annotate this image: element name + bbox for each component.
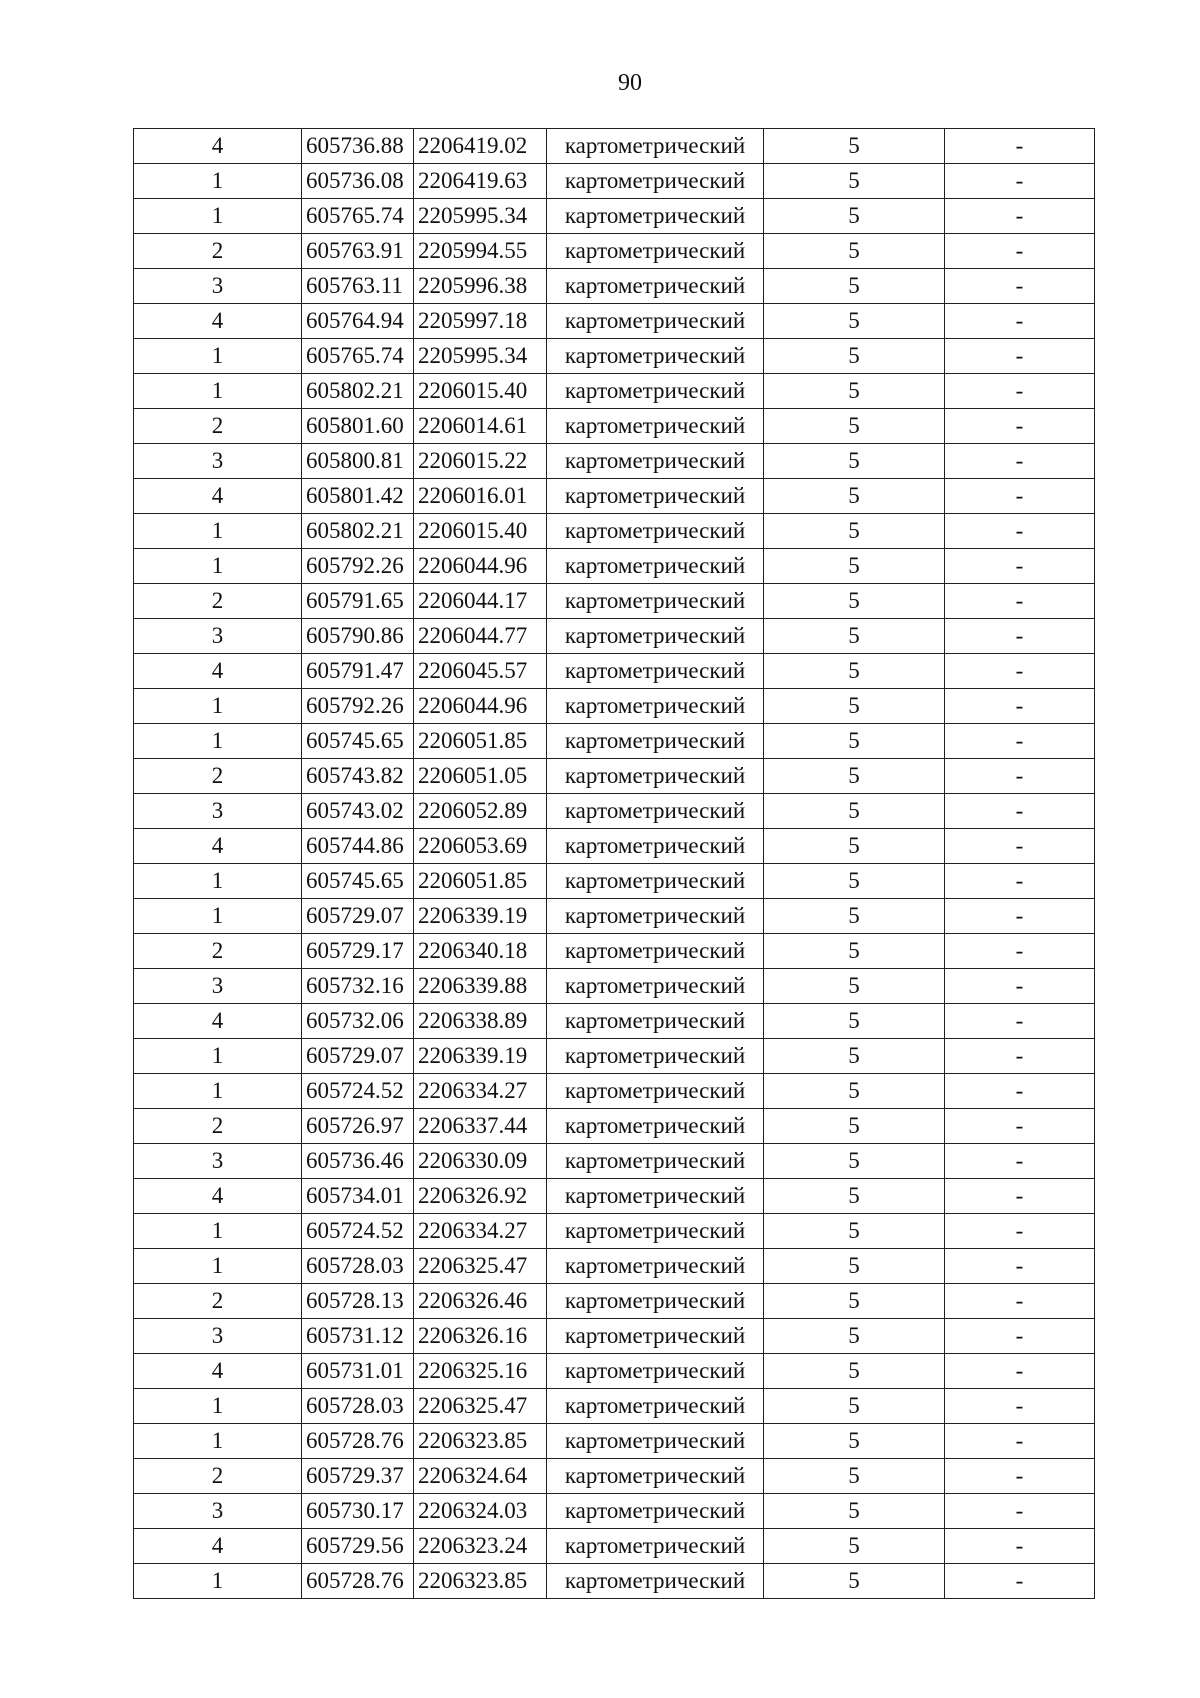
cell-coordinate-x: 605729.07 [302,899,414,934]
cell-description: - [945,269,1095,304]
table-row [134,1389,1095,1424]
cell-coordinate-x: 605728.76 [302,1424,414,1459]
cell-method: картометрический [547,129,764,164]
cell-accuracy: 5 [764,514,945,549]
cell-coordinate-y: 2206323.85 [414,1564,547,1599]
table-row [134,1424,1095,1459]
cell-description: - [945,759,1095,794]
cell-coordinate-y: 2206324.64 [414,1459,547,1494]
cell-coordinate-y: 2206044.17 [414,584,547,619]
cell-point-number: 4 [134,129,302,164]
cell-accuracy: 5 [764,619,945,654]
table-row [134,829,1095,864]
cell-description: - [945,1389,1095,1424]
cell-point-number: 1 [134,1564,302,1599]
cell-description: - [945,1564,1095,1599]
cell-description: - [945,1109,1095,1144]
cell-point-number: 1 [134,864,302,899]
cell-accuracy: 5 [764,234,945,269]
cell-coordinate-y: 2206015.22 [414,444,547,479]
cell-point-number: 4 [134,654,302,689]
cell-description: - [945,864,1095,899]
cell-accuracy: 5 [764,1179,945,1214]
cell-method: картометрический [547,1389,764,1424]
cell-coordinate-y: 2206419.02 [414,129,547,164]
cell-method: картометрический [547,1249,764,1284]
cell-coordinate-x: 605729.56 [302,1529,414,1564]
cell-point-number: 3 [134,444,302,479]
cell-coordinate-y: 2206340.18 [414,934,547,969]
table-row [134,1004,1095,1039]
cell-coordinate-x: 605743.82 [302,759,414,794]
cell-description: - [945,1529,1095,1564]
cell-point-number: 2 [134,1459,302,1494]
table-row [134,1319,1095,1354]
cell-point-number: 2 [134,759,302,794]
cell-accuracy: 5 [764,1214,945,1249]
cell-accuracy: 5 [764,129,945,164]
cell-accuracy: 5 [764,1004,945,1039]
cell-coordinate-y: 2206339.88 [414,969,547,1004]
cell-description: - [945,304,1095,339]
cell-coordinate-x: 605731.01 [302,1354,414,1389]
cell-method: картометрический [547,164,764,199]
table-row [134,794,1095,829]
cell-coordinate-x: 605728.03 [302,1249,414,1284]
cell-description: - [945,1039,1095,1074]
cell-coordinate-y: 2206339.19 [414,1039,547,1074]
cell-description: - [945,199,1095,234]
coordinates-table [133,128,1095,1599]
cell-coordinate-x: 605728.13 [302,1284,414,1319]
cell-method: картометрический [547,1424,764,1459]
cell-coordinate-x: 605744.86 [302,829,414,864]
table-row [134,619,1095,654]
coordinates-table-body [134,129,1095,1599]
cell-description: - [945,1354,1095,1389]
cell-method: картометрический [547,619,764,654]
table-row [134,1459,1095,1494]
cell-coordinate-x: 605745.65 [302,864,414,899]
cell-point-number: 2 [134,409,302,444]
cell-coordinate-y: 2206330.09 [414,1144,547,1179]
table-row [134,969,1095,1004]
cell-method: картометрический [547,584,764,619]
cell-description: - [945,1319,1095,1354]
cell-description: - [945,654,1095,689]
cell-coordinate-y: 2206326.92 [414,1179,547,1214]
cell-accuracy: 5 [764,1039,945,1074]
cell-coordinate-y: 2206014.61 [414,409,547,444]
cell-point-number: 2 [134,584,302,619]
cell-description: - [945,619,1095,654]
cell-point-number: 1 [134,689,302,724]
cell-point-number: 3 [134,619,302,654]
table-row [134,759,1095,794]
table-row [134,1249,1095,1284]
cell-accuracy: 5 [764,584,945,619]
table-row [134,1109,1095,1144]
cell-coordinate-y: 2206334.27 [414,1074,547,1109]
cell-coordinate-y: 2205997.18 [414,304,547,339]
cell-point-number: 1 [134,514,302,549]
cell-point-number: 4 [134,1004,302,1039]
cell-accuracy: 5 [764,864,945,899]
cell-description: - [945,549,1095,584]
cell-coordinate-y: 2206051.05 [414,759,547,794]
cell-description: - [945,1214,1095,1249]
cell-description: - [945,794,1095,829]
cell-coordinate-x: 605765.74 [302,339,414,374]
cell-coordinate-y: 2206325.16 [414,1354,547,1389]
cell-method: картометрический [547,269,764,304]
cell-coordinate-y: 2206326.16 [414,1319,547,1354]
cell-point-number: 1 [134,199,302,234]
table-row [134,234,1095,269]
cell-coordinate-y: 2206051.85 [414,864,547,899]
cell-accuracy: 5 [764,479,945,514]
cell-description: - [945,374,1095,409]
cell-coordinate-y: 2206338.89 [414,1004,547,1039]
cell-accuracy: 5 [764,654,945,689]
cell-accuracy: 5 [764,549,945,584]
cell-accuracy: 5 [764,164,945,199]
cell-description: - [945,934,1095,969]
table-row [134,1529,1095,1564]
cell-coordinate-x: 605728.76 [302,1564,414,1599]
cell-accuracy: 5 [764,444,945,479]
cell-coordinate-y: 2206337.44 [414,1109,547,1144]
cell-accuracy: 5 [764,899,945,934]
cell-coordinate-y: 2206051.85 [414,724,547,759]
cell-method: картометрический [547,829,764,864]
cell-coordinate-x: 605728.03 [302,1389,414,1424]
cell-description: - [945,514,1095,549]
cell-coordinate-x: 605763.11 [302,269,414,304]
cell-method: картометрический [547,234,764,269]
cell-method: картометрический [547,794,764,829]
cell-point-number: 3 [134,794,302,829]
cell-point-number: 1 [134,549,302,584]
cell-coordinate-x: 605792.26 [302,549,414,584]
cell-coordinate-y: 2206334.27 [414,1214,547,1249]
cell-point-number: 4 [134,1179,302,1214]
cell-description: - [945,164,1095,199]
cell-point-number: 1 [134,1424,302,1459]
table-row [134,899,1095,934]
cell-accuracy: 5 [764,1459,945,1494]
table-row [134,304,1095,339]
cell-method: картометрический [547,654,764,689]
cell-coordinate-y: 2206325.47 [414,1249,547,1284]
cell-point-number: 1 [134,1039,302,1074]
cell-description: - [945,1074,1095,1109]
cell-description: - [945,584,1095,619]
cell-description: - [945,724,1095,759]
table-row [134,1039,1095,1074]
cell-coordinate-y: 2206326.46 [414,1284,547,1319]
cell-coordinate-x: 605802.21 [302,374,414,409]
cell-method: картометрический [547,759,764,794]
table-row [134,1284,1095,1319]
cell-method: картометрический [547,934,764,969]
cell-method: картометрический [547,724,764,759]
cell-coordinate-y: 2205994.55 [414,234,547,269]
cell-accuracy: 5 [764,1564,945,1599]
cell-accuracy: 5 [764,1529,945,1564]
cell-description: - [945,1459,1095,1494]
cell-point-number: 1 [134,1074,302,1109]
cell-accuracy: 5 [764,1074,945,1109]
table-row [134,1074,1095,1109]
cell-accuracy: 5 [764,269,945,304]
cell-method: картометрический [547,1144,764,1179]
cell-coordinate-x: 605801.42 [302,479,414,514]
table-row [134,1144,1095,1179]
cell-description: - [945,234,1095,269]
cell-coordinate-x: 605763.91 [302,234,414,269]
page-number: 90 [618,70,642,96]
cell-description: - [945,1179,1095,1214]
cell-point-number: 2 [134,1109,302,1144]
cell-description: - [945,339,1095,374]
cell-coordinate-y: 2206052.89 [414,794,547,829]
cell-coordinate-x: 605745.65 [302,724,414,759]
cell-method: картометрический [547,1109,764,1144]
cell-coordinate-y: 2206053.69 [414,829,547,864]
cell-description: - [945,1004,1095,1039]
cell-method: картометрический [547,689,764,724]
cell-method: картометрический [547,409,764,444]
cell-coordinate-y: 2206323.24 [414,1529,547,1564]
cell-point-number: 4 [134,479,302,514]
table-row [134,164,1095,199]
cell-accuracy: 5 [764,724,945,759]
cell-coordinate-x: 605791.65 [302,584,414,619]
cell-coordinate-x: 605724.52 [302,1214,414,1249]
cell-coordinate-y: 2206015.40 [414,374,547,409]
cell-coordinate-x: 605732.16 [302,969,414,1004]
cell-method: картометрический [547,514,764,549]
cell-point-number: 1 [134,899,302,934]
cell-accuracy: 5 [764,969,945,1004]
cell-description: - [945,689,1095,724]
cell-coordinate-x: 605743.02 [302,794,414,829]
table-row [134,689,1095,724]
cell-coordinate-x: 605800.81 [302,444,414,479]
cell-description: - [945,409,1095,444]
cell-accuracy: 5 [764,1109,945,1144]
table-row [134,129,1095,164]
cell-accuracy: 5 [764,934,945,969]
cell-coordinate-x: 605730.17 [302,1494,414,1529]
cell-method: картометрический [547,899,764,934]
cell-point-number: 4 [134,1354,302,1389]
cell-coordinate-x: 605734.01 [302,1179,414,1214]
cell-point-number: 1 [134,164,302,199]
table-row [134,549,1095,584]
cell-coordinate-x: 605792.26 [302,689,414,724]
table-row [134,514,1095,549]
table-row [134,934,1095,969]
cell-coordinate-x: 605736.08 [302,164,414,199]
cell-accuracy: 5 [764,1494,945,1529]
cell-coordinate-y: 2206016.01 [414,479,547,514]
cell-point-number: 2 [134,934,302,969]
cell-method: картометрический [547,1214,764,1249]
cell-method: картометрический [547,1564,764,1599]
table-row [134,409,1095,444]
table-row [134,584,1095,619]
cell-point-number: 1 [134,374,302,409]
cell-method: картометрический [547,199,764,234]
cell-point-number: 1 [134,339,302,374]
cell-accuracy: 5 [764,199,945,234]
cell-coordinate-x: 605765.74 [302,199,414,234]
cell-description: - [945,1249,1095,1284]
cell-coordinate-x: 605801.60 [302,409,414,444]
cell-accuracy: 5 [764,1249,945,1284]
cell-method: картометрический [547,1459,764,1494]
cell-method: картометрический [547,1284,764,1319]
cell-accuracy: 5 [764,689,945,724]
cell-point-number: 4 [134,1529,302,1564]
cell-method: картометрический [547,1494,764,1529]
cell-method: картометрический [547,1319,764,1354]
cell-point-number: 1 [134,1214,302,1249]
cell-point-number: 3 [134,969,302,1004]
cell-accuracy: 5 [764,1424,945,1459]
cell-coordinate-x: 605802.21 [302,514,414,549]
cell-coordinate-y: 2206044.96 [414,549,547,584]
cell-coordinate-y: 2205995.34 [414,339,547,374]
cell-coordinate-y: 2205996.38 [414,269,547,304]
cell-coordinate-x: 605732.06 [302,1004,414,1039]
cell-description: - [945,899,1095,934]
cell-point-number: 2 [134,234,302,269]
cell-description: - [945,479,1095,514]
cell-point-number: 1 [134,1249,302,1284]
cell-method: картометрический [547,339,764,374]
cell-coordinate-x: 605791.47 [302,654,414,689]
cell-accuracy: 5 [764,409,945,444]
cell-coordinate-x: 605726.97 [302,1109,414,1144]
cell-method: картометрический [547,1039,764,1074]
cell-coordinate-y: 2206325.47 [414,1389,547,1424]
cell-coordinate-x: 605736.88 [302,129,414,164]
cell-point-number: 3 [134,1319,302,1354]
table-row [134,1179,1095,1214]
table-row [134,654,1095,689]
cell-description: - [945,1144,1095,1179]
cell-description: - [945,969,1095,1004]
cell-method: картометрический [547,1354,764,1389]
cell-accuracy: 5 [764,1354,945,1389]
cell-coordinate-y: 2206324.03 [414,1494,547,1529]
table-row [134,724,1095,759]
cell-coordinate-y: 2206339.19 [414,899,547,934]
cell-method: картометрический [547,304,764,339]
table-row [134,1354,1095,1389]
cell-coordinate-y: 2206044.96 [414,689,547,724]
cell-point-number: 4 [134,829,302,864]
table-row [134,199,1095,234]
cell-method: картометрический [547,444,764,479]
cell-method: картометрический [547,864,764,899]
cell-accuracy: 5 [764,374,945,409]
cell-coordinate-y: 2206015.40 [414,514,547,549]
cell-method: картометрический [547,549,764,584]
cell-description: - [945,1284,1095,1319]
cell-method: картометрический [547,969,764,1004]
table-row [134,864,1095,899]
cell-coordinate-x: 605736.46 [302,1144,414,1179]
table-row [134,1214,1095,1249]
cell-coordinate-y: 2206419.63 [414,164,547,199]
cell-point-number: 1 [134,724,302,759]
cell-method: картометрический [547,1529,764,1564]
table-row [134,1494,1095,1529]
cell-accuracy: 5 [764,339,945,374]
cell-description: - [945,444,1095,479]
cell-accuracy: 5 [764,1284,945,1319]
cell-coordinate-x: 605724.52 [302,1074,414,1109]
table-row [134,444,1095,479]
cell-point-number: 3 [134,1144,302,1179]
table-row [134,1564,1095,1599]
cell-accuracy: 5 [764,759,945,794]
cell-coordinate-x: 605790.86 [302,619,414,654]
cell-coordinate-y: 2205995.34 [414,199,547,234]
cell-point-number: 2 [134,1284,302,1319]
table-row [134,269,1095,304]
cell-coordinate-y: 2206044.77 [414,619,547,654]
table-row [134,374,1095,409]
cell-method: картометрический [547,1004,764,1039]
cell-coordinate-y: 2206045.57 [414,654,547,689]
cell-coordinate-x: 605729.37 [302,1459,414,1494]
cell-coordinate-x: 605764.94 [302,304,414,339]
cell-method: картометрический [547,374,764,409]
cell-point-number: 3 [134,1494,302,1529]
cell-description: - [945,829,1095,864]
cell-description: - [945,129,1095,164]
cell-accuracy: 5 [764,304,945,339]
cell-coordinate-x: 605731.12 [302,1319,414,1354]
table-row [134,339,1095,374]
cell-accuracy: 5 [764,794,945,829]
cell-description: - [945,1424,1095,1459]
cell-point-number: 3 [134,269,302,304]
table-row [134,479,1095,514]
cell-coordinate-y: 2206323.85 [414,1424,547,1459]
cell-accuracy: 5 [764,1389,945,1424]
cell-coordinate-x: 605729.07 [302,1039,414,1074]
cell-method: картометрический [547,1074,764,1109]
cell-accuracy: 5 [764,1319,945,1354]
cell-accuracy: 5 [764,829,945,864]
cell-method: картометрический [547,479,764,514]
cell-accuracy: 5 [764,1144,945,1179]
cell-method: картометрический [547,1179,764,1214]
cell-point-number: 1 [134,1389,302,1424]
cell-coordinate-x: 605729.17 [302,934,414,969]
cell-description: - [945,1494,1095,1529]
cell-point-number: 4 [134,304,302,339]
